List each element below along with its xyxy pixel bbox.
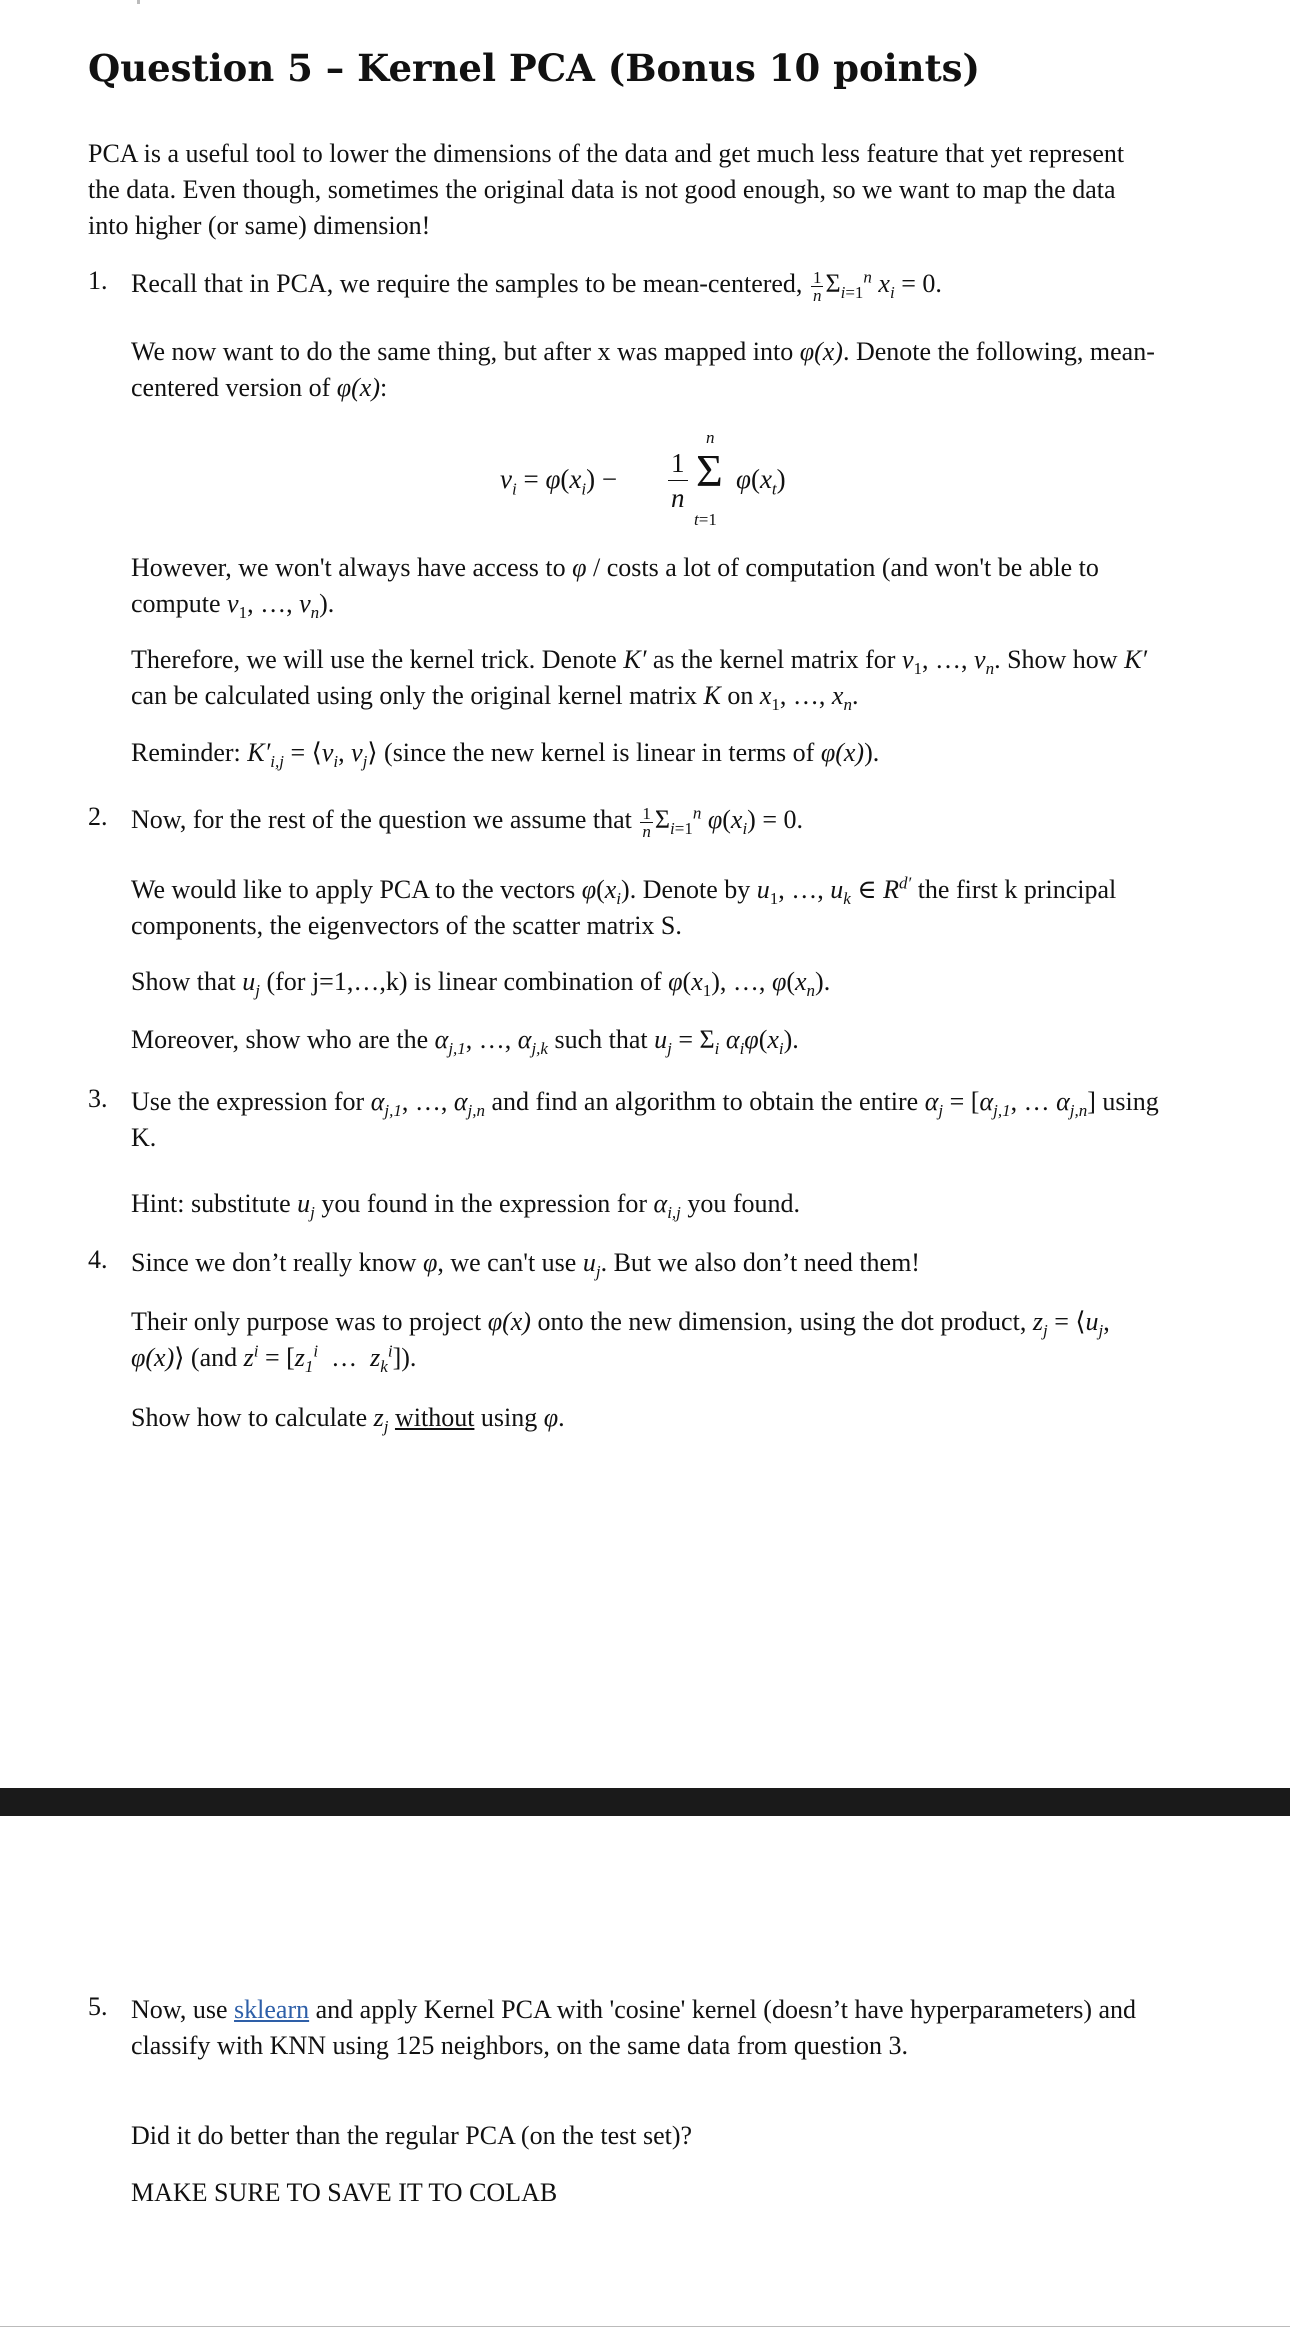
item-5-number: 5.: [88, 1992, 108, 2021]
item-2-number: 2.: [88, 802, 108, 831]
page-bottom-edge: [0, 2326, 1290, 2327]
item-5-paragraph-1: Now, use sklearn and apply Kernel PCA with 'cosine' kernel (doesn’t have hyperparameters) and classify with KNN using 125 neighbors, on the same data from question 3.: [131, 1995, 1137, 2060]
item-2-paragraph-4: Moreover, show who are the $\alpha_{j,1}$, …, $\alpha_{j,k}$ such that $u_j = \Sigma_i$ $\alpha_i\varphi(x_i)$.: [131, 1025, 799, 1059]
item-3-number: 3.: [88, 1084, 108, 1113]
document-page-2: [0, 1816, 1290, 2337]
item-1-number: 1.: [88, 266, 108, 295]
item-2-paragraph-3: Show that $u_j$ (for j=1,…,k) is linear combination of $\varphi(x_1)$, …, $\varphi(x_n)$.: [131, 967, 831, 1001]
item-2-line1: Now, for the rest of the question we assume that $\frac{1}{n}$ $\Sigma_{i=1}^n$ $\varphi(x_i) = 0$.: [131, 803, 803, 841]
item-5-question: Did it do better than the regular PCA (on the test set)?: [131, 2121, 693, 2150]
item-4-paragraph-3: Show how to calculate $z_j$ without using φ.: [131, 1403, 565, 1437]
item-5-note: MAKE SURE TO SAVE IT TO COLAB: [131, 2178, 558, 2207]
intro-paragraph: PCA is a useful tool to lower the dimensions of the data and get much less feature that yet represent the data. Even though, sometimes the original data is not good enough, so we want to map the data into higher (or same) dimension!: [88, 139, 1125, 240]
item-4-paragraph-1: Since we don’t really know φ, we can't use $u_j$. But we also don’t need them!: [131, 1248, 920, 1282]
item-1-paragraph-2: We now want to do the same thing, but after x was mapped into φ(x). Denote the following, mean-centered version of φ(x):: [131, 337, 1155, 402]
page-edge-mark: [137, 0, 140, 4]
item-1-reminder: Reminder: $K'_{i,j}$ = $⟨v_i$, $v_j⟩$ (since the new kernel is linear in terms of φ(x)).: [131, 738, 880, 772]
item-3-hint: Hint: substitute $u_j$ you found in the expression for $\alpha_{i,j}$ you found.: [131, 1189, 801, 1223]
item-4-paragraph-2: Their only purpose was to project φ(x) onto the new dimension, using the dot product, $z_j$ = $⟨u_j$, φ(x)⟩ (and $z^i = [z_1^i$ … $z_k^i$]).: [131, 1307, 1110, 1377]
item-3-paragraph-1: Use the expression for $\alpha_{j,1}$, …, $\alpha_{j,n}$ and find an algorithm to obtain the entire $\alpha_j = [\alpha_{j,1}$, … $\alpha_{j,n}$] using K.: [131, 1087, 1159, 1152]
page-title: Question 5 – Kernel PCA (Bonus 10 points): [88, 46, 981, 90]
sklearn-link[interactable]: sklearn: [234, 1995, 310, 2024]
item-1-line1: Recall that in PCA, we require the samples to be mean-centered, $\frac{1}{n}$ $\Sigma_{i=1}^n$ $x_i = 0$.: [131, 267, 942, 305]
item-2-paragraph-2: We would like to apply PCA to the vectors $\varphi(x_i)$. Denote by $u_1$, …, $u_k$ ∈ $R^{d'}$ the first k principal components, the eigenvectors of the scatter matrix S.: [131, 873, 1117, 940]
page-divider: [0, 1788, 1290, 1816]
centered-feature-equation: $v_i = \varphi(x_i)$ − 1 n n Σ t=1 $\varphi(x_t)$: [500, 428, 786, 529]
item-4-number: 4.: [88, 1245, 108, 1274]
item-1-paragraph-3: However, we won't always have access to φ / costs a lot of computation (and won't be able to compute $v_1$, …, $v_n$).: [131, 553, 1099, 623]
item-1-paragraph-4: Therefore, we will use the kernel trick. Denote K′ as the kernel matrix for $v_1$, …, $v_n$. Show how K′ can be calculated using only the original kernel matrix K on $x_1$, …, $x_n$.: [131, 645, 1148, 715]
